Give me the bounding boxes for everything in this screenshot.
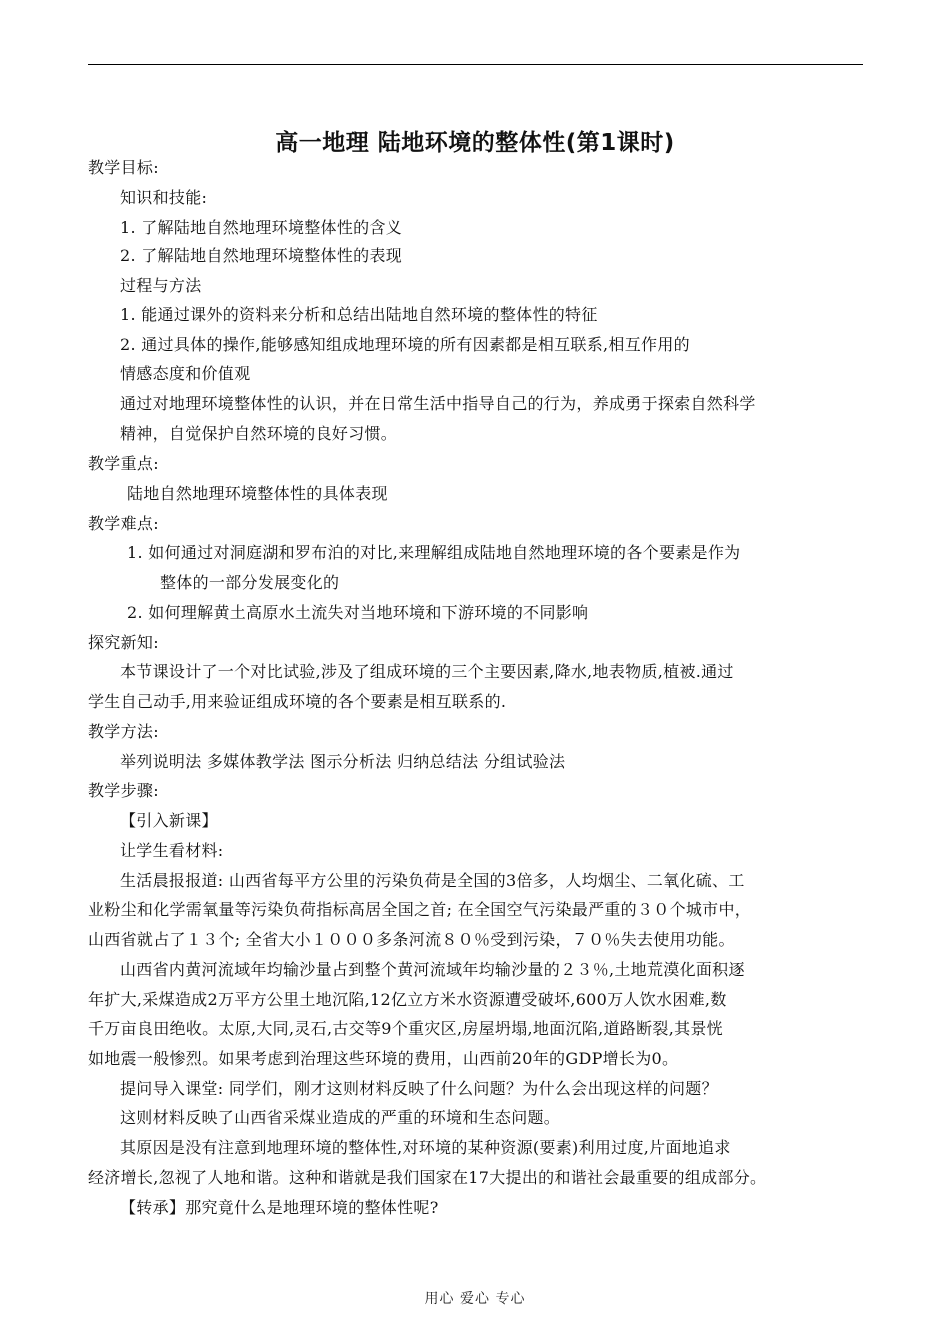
question-line: 提问导入课堂: 同学们，刚才这则材料反映了什么问题？为什么会出现这样的问题？	[120, 1079, 718, 1098]
process-item-1: 1. 能通过课外的资料来分析和总结出陆地自然环境的整体性的特征	[120, 305, 598, 324]
header-rule	[88, 64, 863, 65]
key-point-text: 陆地自然地理环境整体性的具体表现	[127, 484, 388, 503]
goal-item-2: 2. 了解陆地自然地理环境整体性的表现	[120, 246, 403, 265]
step-intro-label: 【引入新课】	[120, 811, 218, 830]
page-title: 高一地理 陆地环境的整体性(第1课时)	[275, 130, 675, 156]
material-para-2-line-3: 千万亩良田绝收。太原,大同,灵石,古交等9个重灾区,房屋坍塌,地面沉陷,道路断裂,其景恍	[88, 1019, 723, 1038]
goal-item-1: 1. 了解陆地自然地理环境整体性的含义	[120, 218, 403, 237]
heading-teaching-steps: 教学步骤:	[88, 781, 159, 800]
difficulty-item-2: 2. 如何理解黄土高原水土流失对当地环境和下游环境的不同影响	[127, 603, 589, 622]
material-para-2-line-2: 年扩大,采煤造成2万平方公里土地沉陷,12亿立方米水资源遭受破坏,600万人饮水困难,数	[88, 990, 727, 1009]
difficulty-item-1-line-2: 整体的一部分发展变化的	[160, 573, 340, 592]
reason-line-1: 其原因是没有注意到地理环境的整体性,对环境的某种资源(要素)利用过度,片面地追求	[120, 1138, 731, 1157]
answer-line: 这则材料反映了山西省采煤业造成的严重的环境和生态问题。	[120, 1108, 561, 1127]
material-para-1-line-1: 生活晨报报道: 山西省每平方公里的污染负荷是全国的3倍多，人均烟尘、二氧化硫、工	[120, 871, 745, 890]
material-para-2-line-4: 如地震一般惨烈。如果考虑到治理这些环境的费用，山西前20年的GDP增长为0。	[88, 1049, 679, 1068]
difficulty-item-1-line-1: 1. 如何通过对洞庭湖和罗布泊的对比,来理解组成陆地自然地理环境的各个要素是作为	[127, 543, 741, 562]
teaching-methods-list: 举列说明法 多媒体教学法 图示分析法 归纳总结法 分组试验法	[120, 752, 566, 771]
process-item-2: 2. 通过具体的操作,能够感知组成地理环境的所有因素都是相互联系,相互作用的	[120, 335, 690, 354]
subheading-attitude-values: 情感态度和价值观	[120, 364, 251, 383]
material-para-2-line-1: 山西省内黄河流域年均输沙量占到整个黄河流域年均输沙量的２３％,土地荒漠化面积逐	[120, 960, 745, 979]
reason-line-2: 经济增长,忽视了人地和谐。这种和谐就是我们国家在17大提出的和谐社会最重要的组成部分。	[88, 1168, 767, 1187]
attitude-text-line-2: 精神，自觉保护自然环境的良好习惯。	[120, 424, 398, 443]
heading-key-points: 教学重点:	[88, 454, 159, 473]
subheading-process-method: 过程与方法	[120, 276, 202, 295]
heading-difficulties: 教学难点:	[88, 514, 159, 533]
inquiry-text-line-2: 学生自己动手,用来验证组成环境的各个要素是相互联系的.	[88, 692, 507, 711]
subheading-knowledge-skills: 知识和技能:	[120, 188, 208, 207]
material-prompt: 让学生看材料:	[120, 841, 224, 860]
material-para-1-line-2: 业粉尘和化学需氧量等污染负荷指标高居全国之首; 在全国空气污染最严重的３０个城市中，	[88, 900, 752, 919]
page-footer: 用心 爱心 专心	[424, 1291, 526, 1307]
heading-inquiry: 探究新知:	[88, 633, 159, 652]
heading-teaching-goals: 教学目标:	[88, 158, 159, 177]
heading-teaching-methods: 教学方法:	[88, 722, 159, 741]
attitude-text-line-1: 通过对地理环境整体性的认识，并在日常生活中指导自己的行为，养成勇于探索自然科学	[120, 394, 756, 413]
transition-line: 【转承】那究竟什么是地理环境的整体性呢?	[120, 1198, 439, 1217]
inquiry-text-line-1: 本节课设计了一个对比试验,涉及了组成环境的三个主要因素,降水,地表物质,植被.通过	[120, 662, 734, 681]
material-para-1-line-3: 山西省就占了１３个; 全省大小１０００多条河流８０％受到污染，７０％失去使用功能。	[88, 930, 735, 949]
